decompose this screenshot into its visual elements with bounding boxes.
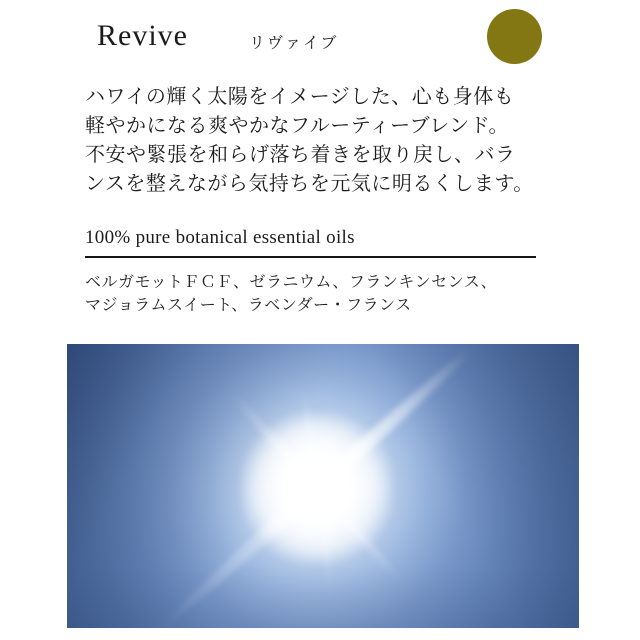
purity-label: 100% pure botanical essential oils <box>85 227 355 248</box>
product-title: Revive <box>97 19 188 52</box>
description-line: ハワイの輝く太陽をイメージした、心も身体も <box>85 86 515 108</box>
product-description <box>85 83 545 199</box>
description-line: ンスを整えながら気持ちを元気に明るくします。 <box>85 173 534 195</box>
sun-glow <box>242 413 392 563</box>
ingredients-list <box>85 271 555 317</box>
description-line: 軽やかになる爽やかなフルーティーブレンド。 <box>85 115 509 137</box>
ingredients-line: ベルガモットＦＣＦ、ゼラニウム、フランキンセンス、 <box>85 274 498 291</box>
divider-rule <box>85 256 536 258</box>
product-title-japanese: リヴァイブ <box>249 35 339 52</box>
blend-color-dot-icon <box>487 9 542 64</box>
ingredients-line: マジョラムスイート、ラベンダー・フランス <box>85 297 412 314</box>
sun-sky-photo <box>67 344 579 628</box>
description-line: 不安や緊張を和らげ落ち着きを取り戻し、バラ <box>85 144 516 166</box>
